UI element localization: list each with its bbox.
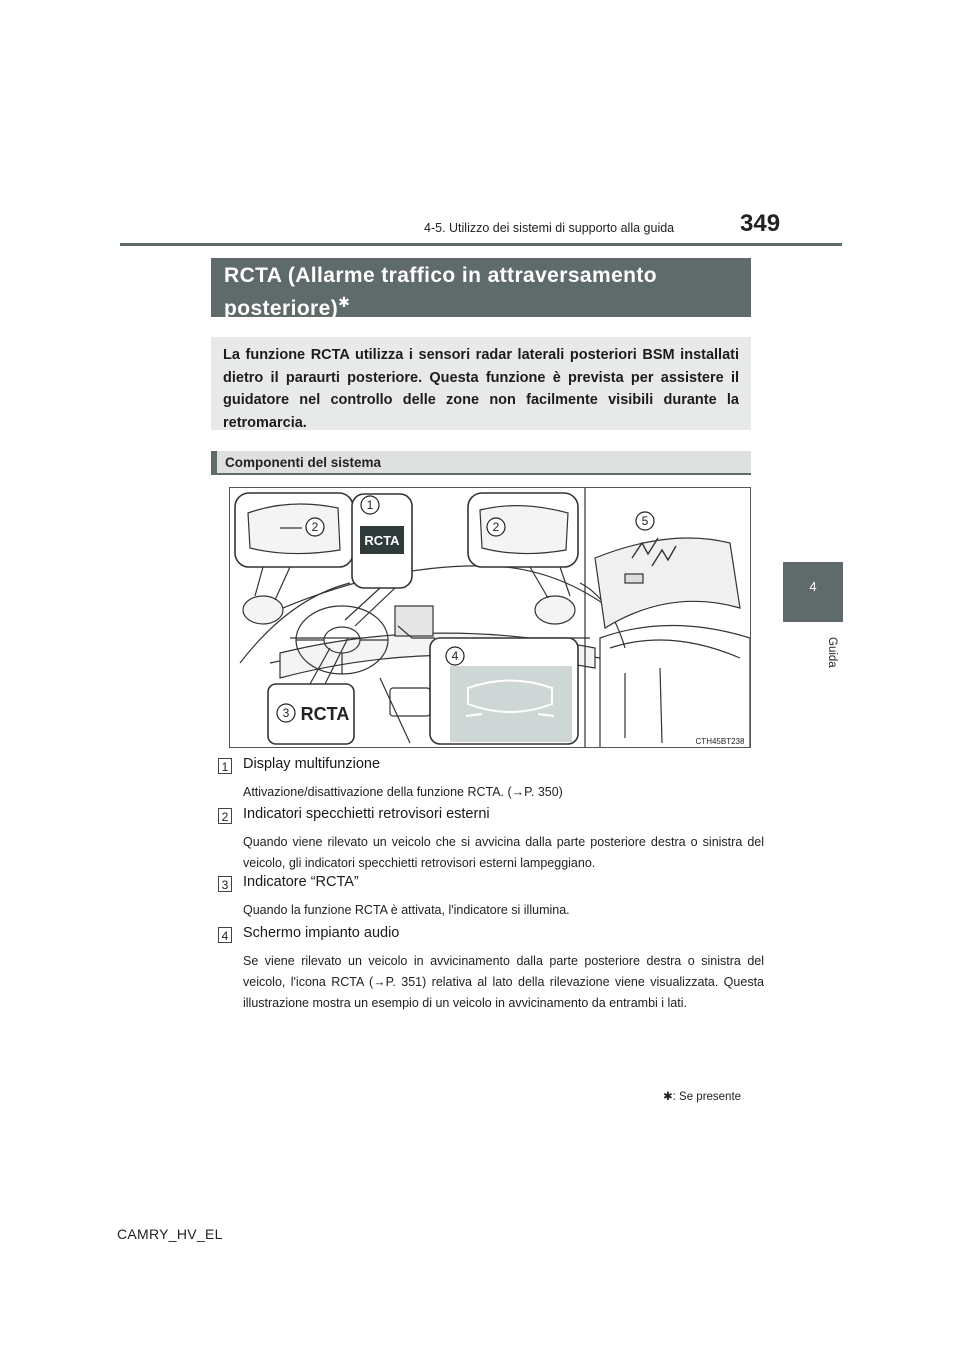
header-rule xyxy=(120,243,842,246)
item-number-badge: 3 xyxy=(218,876,232,892)
callout-1-number: 1 xyxy=(366,498,374,512)
figure-code: CTH45BT238 xyxy=(695,737,745,746)
item-description: Quando la funzione RCTA è attivata, l'indicatore si illumina. xyxy=(243,903,570,917)
footnote xyxy=(663,1089,741,1103)
page-number: 349 xyxy=(740,210,781,237)
item-title: Indicatori specchietti retrovisori esterni xyxy=(243,806,490,822)
display-rcta-label: RCTA xyxy=(364,533,400,548)
item-title: Display multifunzione xyxy=(243,756,381,772)
indicator-rcta-label: RCTA xyxy=(300,704,350,724)
item-number-badge: 2 xyxy=(218,808,232,824)
header-section-title: 4-5. Utilizzo dei sistemi di supporto alla guida xyxy=(424,221,675,235)
subsection-accent xyxy=(211,451,217,475)
chapter-tab: 4 xyxy=(783,562,843,622)
subsection-header xyxy=(211,451,751,475)
item-description: Quando viene rilevato un veicolo che si avvicina dalla parte posteriore destra o sinistra del veicolo, gli indicatori specchietti retrovisori esterni lampeggiano. xyxy=(243,835,764,870)
callout-2-left-number: 2 xyxy=(311,520,319,534)
intro-paragraph: La funzione RCTA utilizza i sensori radar laterali posteriori BSM installati dietro il paraurti posteriore. Questa funzione è prevista per assistere il guidatore nel controllo delle zone non facilmente visibili durante la retromarcia. xyxy=(211,337,751,430)
item-description: Attivazione/disattivazione della funzione RCTA. (→P. 350) xyxy=(243,785,563,799)
footnote-text: : Se presente xyxy=(672,1091,742,1103)
callout-3-number: 3 xyxy=(282,706,290,720)
item-number-badge: 4 xyxy=(218,927,232,943)
section-title xyxy=(211,258,751,320)
footnote-asterisk-mark: ✱ xyxy=(663,1091,673,1103)
subsection-title: Componenti del sistema xyxy=(225,455,382,470)
callout-2-right-number: 2 xyxy=(492,520,500,534)
item-number-badge: 1 xyxy=(218,758,232,774)
item-description: Se viene rilevato un veicolo in avvicinamento dalla parte posteriore destra o sinistra del veicolo, l'icona RCTA (→P. 351) relativa al lato della rilevazione viene visualizzata. Questa illustrazione mostra un esempio di un veicolo in avvicinamento da entrambi i lati. xyxy=(243,954,764,1010)
chapter-label: Guida xyxy=(826,636,838,668)
item-title: Schermo impianto audio xyxy=(243,925,400,941)
callout-4-number: 4 xyxy=(451,649,459,663)
section-title-text: RCTA (Allarme traffico in attraversamento posteriore) xyxy=(224,264,657,320)
system-components-illustration xyxy=(229,487,751,748)
item-title: Indicatore “RCTA” xyxy=(243,874,359,890)
title-asterisk-mark: ✱ xyxy=(338,294,351,310)
illustration-svg xyxy=(230,488,751,748)
callout-5-number: 5 xyxy=(641,514,649,528)
document-code: CAMRY_HV_EL xyxy=(117,1226,223,1242)
